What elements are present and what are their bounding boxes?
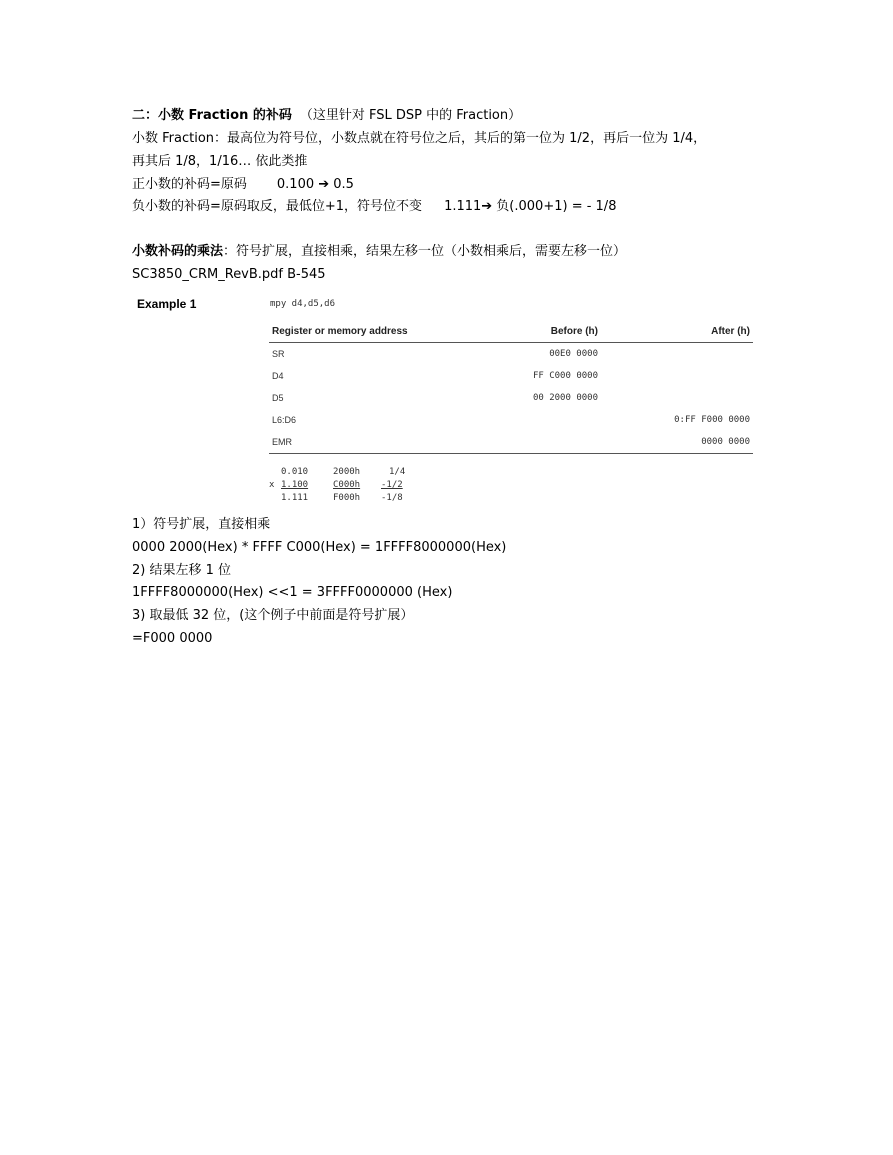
table-row: [269, 431, 753, 454]
multiplication-heading: [132, 243, 626, 261]
calc-operator: x: [269, 480, 275, 490]
paragraph-line-2: 再其后 1/8，1/16… 依此类推: [132, 154, 308, 169]
example-label: Example 1: [137, 297, 197, 311]
table-row: [269, 343, 753, 366]
cell-register: D5: [272, 393, 284, 403]
calc-binary: 0.010: [281, 467, 309, 477]
calc-binary: 1.100: [281, 480, 309, 490]
example-code: mpy d4,d5,d6: [270, 299, 336, 309]
multiplication-desc: ：符号扩展，直接相乘，结果左移一位（小数相乘后，需要左移一位）: [223, 244, 627, 259]
cell-before: [465, 431, 601, 454]
table-header-row: [269, 321, 753, 343]
multiplication-example: [269, 466, 429, 505]
positive-fraction-value: 0.100 ➔ 0.5: [276, 177, 354, 192]
table-row: [269, 409, 753, 431]
cell-register: SR: [272, 349, 285, 359]
cell-after: [601, 365, 753, 387]
heading-note: （这里针对 FSL DSP 中的 Fraction）: [299, 108, 522, 123]
section-heading: [132, 107, 521, 125]
step-line: 3) 取最低 32 位，(这个例子中前面是符号扩展）: [132, 608, 414, 623]
calc-hex: C000h: [333, 480, 361, 490]
header-register: Register or memory address: [269, 321, 465, 343]
cell-after: [601, 343, 753, 366]
table-row: [269, 387, 753, 409]
header-before: Before (h): [465, 321, 601, 343]
calc-fraction: -1/8: [381, 493, 403, 503]
calc-binary: 1.111: [281, 493, 309, 503]
step-line: 2) 结果左移 1 位: [132, 563, 232, 578]
calc-row: [269, 492, 429, 505]
positive-fraction-label: 正小数的补码=原码: [132, 177, 247, 192]
calc-fraction: -1/2: [381, 480, 403, 490]
register-table: [269, 321, 753, 454]
negative-fraction-label: 负小数的补码=原码取反，最低位+1，符号位不变: [132, 199, 423, 214]
step-line: 1FFFF8000000(Hex) <<1 = 3FFFF0000000 (Hex): [132, 585, 453, 600]
calc-hex: F000h: [333, 493, 361, 503]
calc-fraction: 1/4: [389, 467, 406, 477]
negative-fraction-value: 1.111➔ 负(.000+1) = - 1/8: [444, 199, 617, 214]
calc-row: [269, 479, 429, 492]
multiplication-title: 小数补码的乘法: [132, 244, 224, 259]
cell-before: 00E0 0000: [549, 349, 598, 359]
cell-after: 0000 0000: [601, 431, 753, 454]
calc-hex: 2000h: [333, 467, 361, 477]
cell-before: [465, 409, 601, 431]
cell-after: [601, 387, 753, 409]
cell-register: D4: [272, 371, 284, 381]
paragraph-line-1: 小数 Fraction：最高位为符号位，小数点就在符号位之后，其后的第一位为 1/2，再后一位为 1/4，: [132, 131, 707, 146]
calc-row: [269, 466, 429, 479]
cell-before: 00 2000 0000: [532, 393, 598, 403]
negative-fraction-line: [132, 198, 616, 216]
step-line: 1）符号扩展，直接相乘: [132, 517, 271, 532]
reference-line: SC3850_CRM_RevB.pdf B-545: [132, 267, 326, 282]
header-after: After (h): [601, 321, 753, 343]
step-line: 0000 2000(Hex) * FFFF C000(Hex) = 1FFFF8000000(Hex): [132, 540, 507, 555]
heading-title: 二：小数 Fraction 的补码: [132, 108, 292, 123]
cell-after: 0:FF F000 0000: [674, 415, 750, 425]
cell-register: L6:D6: [272, 415, 297, 425]
table-row: [269, 365, 753, 387]
positive-fraction-line: [132, 176, 354, 194]
cell-before: FF C000 0000: [532, 371, 598, 381]
cell-register: EMR: [269, 431, 465, 454]
step-line: =F000 0000: [132, 631, 213, 646]
